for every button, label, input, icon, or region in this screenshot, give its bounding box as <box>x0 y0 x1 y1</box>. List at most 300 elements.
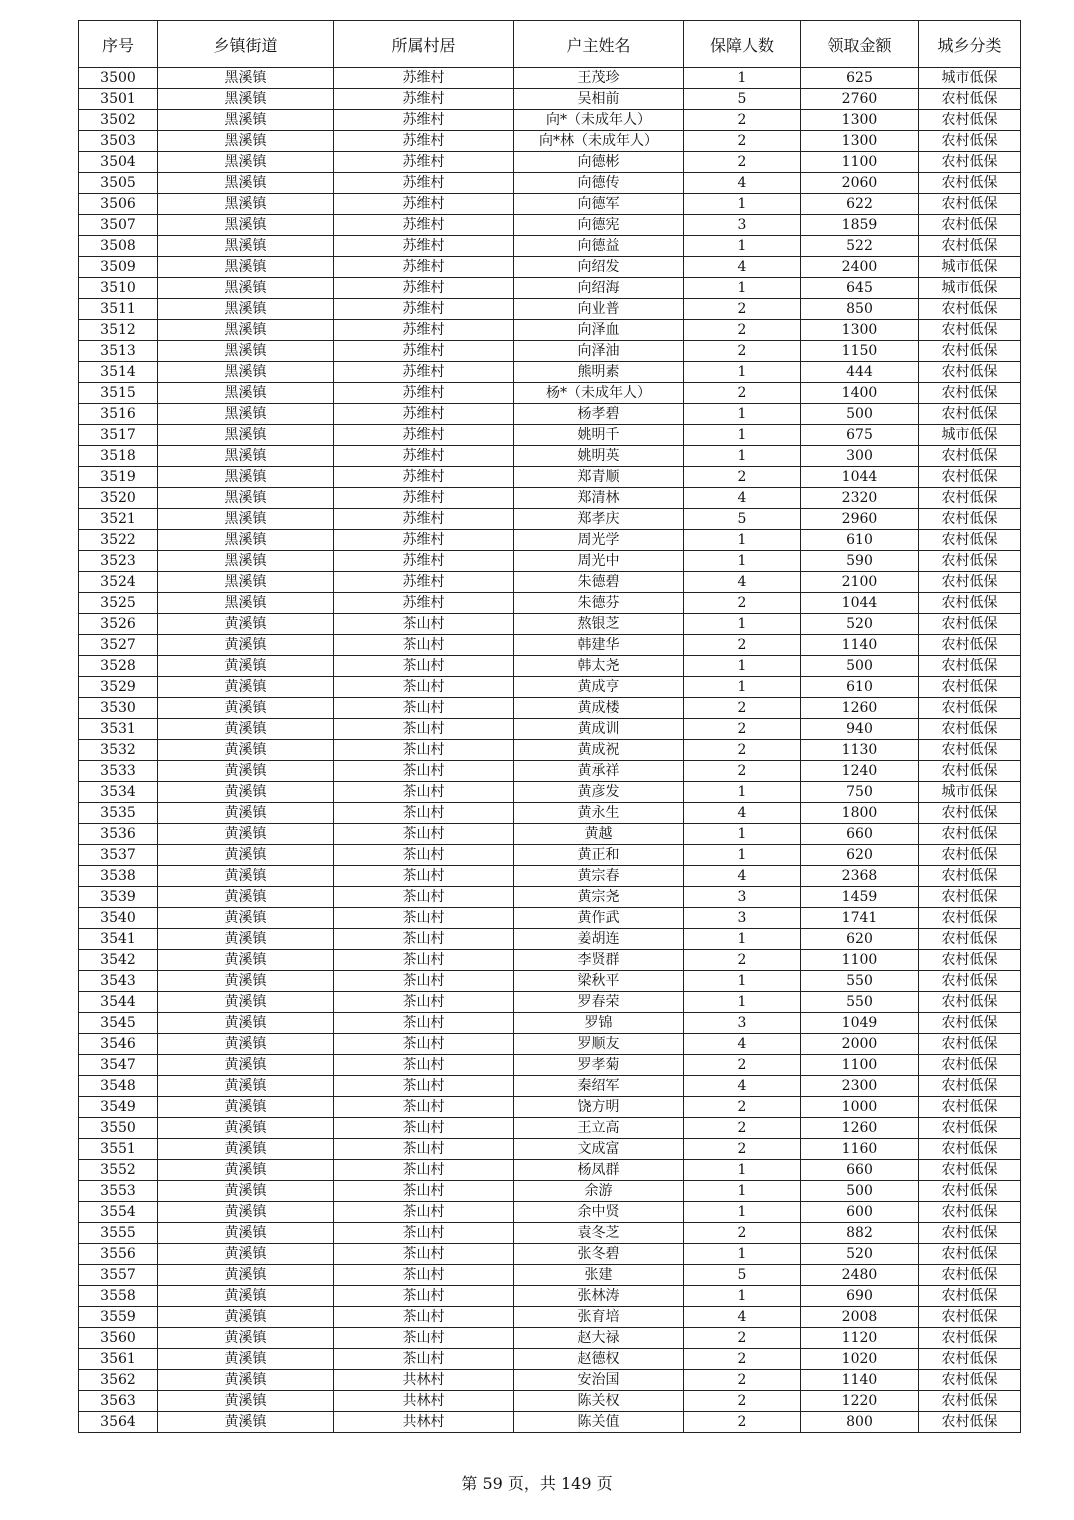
cell-covered-persons: 1 <box>684 362 801 383</box>
cell-householder-name: 向绍海 <box>514 278 684 299</box>
cell-covered-persons: 1 <box>684 971 801 992</box>
cell-serial-number: 3511 <box>79 299 158 320</box>
cell-covered-persons: 4 <box>684 803 801 824</box>
cell-urban-rural-category: 农村低保 <box>919 719 1021 740</box>
cell-township: 黄溪镇 <box>158 1244 334 1265</box>
cell-amount-received: 1240 <box>801 761 919 782</box>
cell-township: 黑溪镇 <box>158 362 334 383</box>
cell-serial-number: 3524 <box>79 572 158 593</box>
cell-village: 苏维村 <box>334 68 514 89</box>
cell-amount-received: 1220 <box>801 1391 919 1412</box>
cell-urban-rural-category: 农村低保 <box>919 1097 1021 1118</box>
cell-township: 黄溪镇 <box>158 761 334 782</box>
cell-householder-name: 向*林（未成年人） <box>514 131 684 152</box>
cell-village: 苏维村 <box>334 446 514 467</box>
cell-householder-name: 黄宗尧 <box>514 887 684 908</box>
cell-village: 茶山村 <box>334 719 514 740</box>
cell-householder-name: 文成富 <box>514 1139 684 1160</box>
cell-amount-received: 1044 <box>801 467 919 488</box>
table-row <box>79 509 1021 530</box>
cell-village: 共林村 <box>334 1391 514 1412</box>
cell-householder-name: 张林涛 <box>514 1286 684 1307</box>
cell-urban-rural-category: 农村低保 <box>919 887 1021 908</box>
cell-amount-received: 1100 <box>801 1055 919 1076</box>
cell-covered-persons: 1 <box>684 992 801 1013</box>
table-row <box>79 677 1021 698</box>
cell-householder-name: 黄宗春 <box>514 866 684 887</box>
cell-amount-received: 550 <box>801 992 919 1013</box>
table-row <box>79 908 1021 929</box>
cell-urban-rural-category: 农村低保 <box>919 110 1021 131</box>
table-row <box>79 404 1021 425</box>
cell-covered-persons: 2 <box>684 1370 801 1391</box>
cell-amount-received: 1100 <box>801 152 919 173</box>
cell-village: 苏维村 <box>334 488 514 509</box>
cell-serial-number: 3533 <box>79 761 158 782</box>
cell-householder-name: 梁秋平 <box>514 971 684 992</box>
cell-serial-number: 3556 <box>79 1244 158 1265</box>
cell-amount-received: 444 <box>801 362 919 383</box>
cell-covered-persons: 1 <box>684 404 801 425</box>
cell-householder-name: 王茂珍 <box>514 68 684 89</box>
cell-covered-persons: 1 <box>684 68 801 89</box>
table-row <box>79 1076 1021 1097</box>
table-row <box>79 887 1021 908</box>
cell-township: 黄溪镇 <box>158 845 334 866</box>
cell-township: 黄溪镇 <box>158 1013 334 1034</box>
cell-urban-rural-category: 农村低保 <box>919 1160 1021 1181</box>
cell-village: 苏维村 <box>334 425 514 446</box>
cell-householder-name: 黄成亨 <box>514 677 684 698</box>
cell-householder-name: 姜胡连 <box>514 929 684 950</box>
cell-serial-number: 3504 <box>79 152 158 173</box>
cell-village: 苏维村 <box>334 530 514 551</box>
cell-village: 茶山村 <box>334 1202 514 1223</box>
cell-township: 黑溪镇 <box>158 131 334 152</box>
cell-amount-received: 600 <box>801 1202 919 1223</box>
cell-householder-name: 向德宪 <box>514 215 684 236</box>
table-row <box>79 446 1021 467</box>
cell-village: 茶山村 <box>334 740 514 761</box>
cell-village: 茶山村 <box>334 803 514 824</box>
cell-amount-received: 645 <box>801 278 919 299</box>
cell-urban-rural-category: 农村低保 <box>919 656 1021 677</box>
cell-urban-rural-category: 农村低保 <box>919 215 1021 236</box>
table-row <box>79 761 1021 782</box>
cell-amount-received: 1049 <box>801 1013 919 1034</box>
cell-amount-received: 2368 <box>801 866 919 887</box>
cell-village: 苏维村 <box>334 341 514 362</box>
cell-amount-received: 1150 <box>801 341 919 362</box>
cell-serial-number: 3538 <box>79 866 158 887</box>
cell-village: 茶山村 <box>334 845 514 866</box>
cell-householder-name: 余中贤 <box>514 1202 684 1223</box>
cell-township: 黄溪镇 <box>158 656 334 677</box>
cell-township: 黄溪镇 <box>158 1223 334 1244</box>
cell-township: 黑溪镇 <box>158 467 334 488</box>
cell-township: 黄溪镇 <box>158 1391 334 1412</box>
cell-covered-persons: 2 <box>684 467 801 488</box>
cell-covered-persons: 1 <box>684 278 801 299</box>
cell-village: 茶山村 <box>334 698 514 719</box>
cell-householder-name: 罗锦 <box>514 1013 684 1034</box>
cell-serial-number: 3505 <box>79 173 158 194</box>
cell-township: 黄溪镇 <box>158 635 334 656</box>
cell-amount-received: 625 <box>801 68 919 89</box>
cell-amount-received: 2760 <box>801 89 919 110</box>
cell-village: 茶山村 <box>334 1265 514 1286</box>
cell-village: 苏维村 <box>334 299 514 320</box>
cell-village: 茶山村 <box>334 908 514 929</box>
cell-serial-number: 3553 <box>79 1181 158 1202</box>
cell-urban-rural-category: 农村低保 <box>919 488 1021 509</box>
cell-village: 苏维村 <box>334 467 514 488</box>
cell-amount-received: 1160 <box>801 1139 919 1160</box>
cell-covered-persons: 2 <box>684 341 801 362</box>
cell-township: 黄溪镇 <box>158 1349 334 1370</box>
cell-covered-persons: 1 <box>684 656 801 677</box>
cell-serial-number: 3517 <box>79 425 158 446</box>
cell-village: 茶山村 <box>334 887 514 908</box>
cell-serial-number: 3528 <box>79 656 158 677</box>
header-amount-received: 领取金额 <box>801 21 919 68</box>
table-row <box>79 278 1021 299</box>
cell-village: 茶山村 <box>334 824 514 845</box>
cell-urban-rural-category: 农村低保 <box>919 614 1021 635</box>
cell-amount-received: 1260 <box>801 1118 919 1139</box>
cell-township: 黄溪镇 <box>158 1181 334 1202</box>
cell-township: 黄溪镇 <box>158 1307 334 1328</box>
cell-serial-number: 3518 <box>79 446 158 467</box>
cell-urban-rural-category: 农村低保 <box>919 572 1021 593</box>
table-row <box>79 1181 1021 1202</box>
table-row <box>79 1139 1021 1160</box>
cell-village: 茶山村 <box>334 1286 514 1307</box>
cell-urban-rural-category: 农村低保 <box>919 971 1021 992</box>
cell-township: 黑溪镇 <box>158 383 334 404</box>
cell-urban-rural-category: 农村低保 <box>919 698 1021 719</box>
cell-amount-received: 660 <box>801 824 919 845</box>
cell-covered-persons: 1 <box>684 551 801 572</box>
cell-amount-received: 1130 <box>801 740 919 761</box>
cell-covered-persons: 1 <box>684 1181 801 1202</box>
cell-amount-received: 750 <box>801 782 919 803</box>
cell-township: 黄溪镇 <box>158 1265 334 1286</box>
table-row <box>79 215 1021 236</box>
cell-urban-rural-category: 农村低保 <box>919 908 1021 929</box>
cell-amount-received: 2400 <box>801 257 919 278</box>
page-number: 第 59 页，共 149 页 <box>461 1474 613 1493</box>
cell-covered-persons: 4 <box>684 257 801 278</box>
cell-covered-persons: 4 <box>684 173 801 194</box>
cell-village: 茶山村 <box>334 1244 514 1265</box>
cell-serial-number: 3513 <box>79 341 158 362</box>
cell-urban-rural-category: 农村低保 <box>919 635 1021 656</box>
cell-amount-received: 500 <box>801 1181 919 1202</box>
cell-serial-number: 3563 <box>79 1391 158 1412</box>
cell-urban-rural-category: 城市低保 <box>919 425 1021 446</box>
cell-covered-persons: 2 <box>684 698 801 719</box>
cell-covered-persons: 5 <box>684 89 801 110</box>
cell-village: 茶山村 <box>334 1034 514 1055</box>
cell-township: 黑溪镇 <box>158 530 334 551</box>
cell-serial-number: 3522 <box>79 530 158 551</box>
cell-urban-rural-category: 农村低保 <box>919 1286 1021 1307</box>
table-row <box>79 383 1021 404</box>
cell-village: 苏维村 <box>334 110 514 131</box>
cell-amount-received: 550 <box>801 971 919 992</box>
table-row <box>79 299 1021 320</box>
cell-village: 茶山村 <box>334 1139 514 1160</box>
cell-amount-received: 520 <box>801 1244 919 1265</box>
table-row <box>79 782 1021 803</box>
cell-covered-persons: 1 <box>684 929 801 950</box>
cell-urban-rural-category: 农村低保 <box>919 803 1021 824</box>
cell-serial-number: 3546 <box>79 1034 158 1055</box>
cell-serial-number: 3531 <box>79 719 158 740</box>
table-row <box>79 362 1021 383</box>
cell-covered-persons: 1 <box>684 446 801 467</box>
cell-covered-persons: 3 <box>684 887 801 908</box>
cell-amount-received: 620 <box>801 845 919 866</box>
cell-householder-name: 余游 <box>514 1181 684 1202</box>
cell-township: 黑溪镇 <box>158 425 334 446</box>
cell-serial-number: 3539 <box>79 887 158 908</box>
cell-urban-rural-category: 农村低保 <box>919 866 1021 887</box>
cell-amount-received: 1120 <box>801 1328 919 1349</box>
table-row <box>79 614 1021 635</box>
cell-village: 茶山村 <box>334 866 514 887</box>
table-row <box>79 593 1021 614</box>
cell-covered-persons: 2 <box>684 593 801 614</box>
table-row <box>79 467 1021 488</box>
cell-covered-persons: 2 <box>684 152 801 173</box>
table-row <box>79 845 1021 866</box>
cell-township: 黄溪镇 <box>158 782 334 803</box>
cell-householder-name: 罗孝菊 <box>514 1055 684 1076</box>
cell-urban-rural-category: 农村低保 <box>919 1328 1021 1349</box>
cell-village: 茶山村 <box>334 761 514 782</box>
cell-township: 黑溪镇 <box>158 341 334 362</box>
cell-serial-number: 3558 <box>79 1286 158 1307</box>
cell-covered-persons: 3 <box>684 1013 801 1034</box>
table-row <box>79 131 1021 152</box>
cell-serial-number: 3561 <box>79 1349 158 1370</box>
cell-householder-name: 黄作武 <box>514 908 684 929</box>
cell-householder-name: 周光中 <box>514 551 684 572</box>
table-row <box>79 1265 1021 1286</box>
cell-covered-persons: 1 <box>684 236 801 257</box>
table-row <box>79 320 1021 341</box>
cell-urban-rural-category: 农村低保 <box>919 1181 1021 1202</box>
cell-village: 茶山村 <box>334 950 514 971</box>
cell-village: 茶山村 <box>334 1055 514 1076</box>
cell-village: 茶山村 <box>334 1076 514 1097</box>
cell-serial-number: 3514 <box>79 362 158 383</box>
header-row <box>79 21 1021 68</box>
table-row <box>79 530 1021 551</box>
cell-village: 苏维村 <box>334 152 514 173</box>
cell-urban-rural-category: 农村低保 <box>919 1076 1021 1097</box>
cell-covered-persons: 2 <box>684 1139 801 1160</box>
cell-serial-number: 3547 <box>79 1055 158 1076</box>
cell-serial-number: 3544 <box>79 992 158 1013</box>
cell-householder-name: 黄彦发 <box>514 782 684 803</box>
cell-householder-name: 安治国 <box>514 1370 684 1391</box>
cell-householder-name: 吴相前 <box>514 89 684 110</box>
cell-covered-persons: 5 <box>684 1265 801 1286</box>
cell-amount-received: 500 <box>801 656 919 677</box>
cell-covered-persons: 2 <box>684 1328 801 1349</box>
table-row <box>79 1307 1021 1328</box>
cell-serial-number: 3552 <box>79 1160 158 1181</box>
cell-amount-received: 610 <box>801 677 919 698</box>
cell-householder-name: 郑孝庆 <box>514 509 684 530</box>
cell-township: 黄溪镇 <box>158 719 334 740</box>
cell-amount-received: 2008 <box>801 1307 919 1328</box>
cell-urban-rural-category: 农村低保 <box>919 1391 1021 1412</box>
cell-serial-number: 3503 <box>79 131 158 152</box>
cell-serial-number: 3510 <box>79 278 158 299</box>
cell-township: 黄溪镇 <box>158 1139 334 1160</box>
cell-serial-number: 3529 <box>79 677 158 698</box>
cell-householder-name: 韩建华 <box>514 635 684 656</box>
table-body <box>79 68 1021 1433</box>
table-row <box>79 1013 1021 1034</box>
cell-covered-persons: 1 <box>684 845 801 866</box>
cell-householder-name: 朱德芬 <box>514 593 684 614</box>
table-row <box>79 950 1021 971</box>
cell-township: 黄溪镇 <box>158 1076 334 1097</box>
cell-village: 苏维村 <box>334 551 514 572</box>
cell-urban-rural-category: 农村低保 <box>919 509 1021 530</box>
cell-serial-number: 3502 <box>79 110 158 131</box>
cell-urban-rural-category: 农村低保 <box>919 152 1021 173</box>
cell-householder-name: 向泽血 <box>514 320 684 341</box>
cell-village: 苏维村 <box>334 362 514 383</box>
table-row <box>79 425 1021 446</box>
cell-township: 黄溪镇 <box>158 1328 334 1349</box>
cell-serial-number: 3532 <box>79 740 158 761</box>
cell-village: 苏维村 <box>334 173 514 194</box>
cell-urban-rural-category: 农村低保 <box>919 530 1021 551</box>
cell-amount-received: 2480 <box>801 1265 919 1286</box>
cell-householder-name: 向德军 <box>514 194 684 215</box>
cell-serial-number: 3519 <box>79 467 158 488</box>
cell-serial-number: 3554 <box>79 1202 158 1223</box>
cell-householder-name: 陈关权 <box>514 1391 684 1412</box>
cell-serial-number: 3542 <box>79 950 158 971</box>
cell-householder-name: 周光学 <box>514 530 684 551</box>
cell-serial-number: 3551 <box>79 1139 158 1160</box>
cell-urban-rural-category: 农村低保 <box>919 236 1021 257</box>
cell-amount-received: 590 <box>801 551 919 572</box>
cell-serial-number: 3515 <box>79 383 158 404</box>
cell-householder-name: 饶方明 <box>514 1097 684 1118</box>
cell-township: 黑溪镇 <box>158 299 334 320</box>
cell-township: 黄溪镇 <box>158 698 334 719</box>
cell-amount-received: 675 <box>801 425 919 446</box>
table-row <box>79 257 1021 278</box>
cell-township: 黑溪镇 <box>158 68 334 89</box>
cell-covered-persons: 2 <box>684 761 801 782</box>
cell-village: 苏维村 <box>334 383 514 404</box>
table-row <box>79 803 1021 824</box>
cell-serial-number: 3548 <box>79 1076 158 1097</box>
cell-householder-name: 赵德权 <box>514 1349 684 1370</box>
cell-covered-persons: 1 <box>684 530 801 551</box>
cell-serial-number: 3508 <box>79 236 158 257</box>
cell-urban-rural-category: 农村低保 <box>919 1223 1021 1244</box>
cell-township: 黄溪镇 <box>158 866 334 887</box>
cell-covered-persons: 4 <box>684 488 801 509</box>
cell-serial-number: 3512 <box>79 320 158 341</box>
cell-village: 苏维村 <box>334 593 514 614</box>
cell-householder-name: 向*（未成年人） <box>514 110 684 131</box>
cell-amount-received: 1044 <box>801 593 919 614</box>
cell-urban-rural-category: 农村低保 <box>919 1202 1021 1223</box>
cell-covered-persons: 2 <box>684 1391 801 1412</box>
cell-serial-number: 3555 <box>79 1223 158 1244</box>
cell-urban-rural-category: 农村低保 <box>919 1055 1021 1076</box>
cell-householder-name: 杨凤群 <box>514 1160 684 1181</box>
cell-urban-rural-category: 农村低保 <box>919 1034 1021 1055</box>
table-row <box>79 740 1021 761</box>
cell-urban-rural-category: 农村低保 <box>919 824 1021 845</box>
table-row <box>79 971 1021 992</box>
cell-urban-rural-category: 农村低保 <box>919 929 1021 950</box>
cell-village: 苏维村 <box>334 89 514 110</box>
cell-township: 黄溪镇 <box>158 614 334 635</box>
cell-village: 茶山村 <box>334 1097 514 1118</box>
cell-householder-name: 秦绍军 <box>514 1076 684 1097</box>
cell-urban-rural-category: 农村低保 <box>919 992 1021 1013</box>
cell-householder-name: 袁冬芝 <box>514 1223 684 1244</box>
cell-urban-rural-category: 农村低保 <box>919 761 1021 782</box>
cell-village: 茶山村 <box>334 782 514 803</box>
cell-village: 共林村 <box>334 1370 514 1391</box>
cell-serial-number: 3523 <box>79 551 158 572</box>
cell-householder-name: 赵大禄 <box>514 1328 684 1349</box>
table-row <box>79 992 1021 1013</box>
cell-village: 苏维村 <box>334 509 514 530</box>
cell-township: 黄溪镇 <box>158 1412 334 1433</box>
cell-amount-received: 1140 <box>801 635 919 656</box>
cell-township: 黑溪镇 <box>158 509 334 530</box>
cell-village: 茶山村 <box>334 1160 514 1181</box>
cell-amount-received: 1400 <box>801 383 919 404</box>
cell-serial-number: 3535 <box>79 803 158 824</box>
cell-amount-received: 1020 <box>801 1349 919 1370</box>
cell-amount-received: 2320 <box>801 488 919 509</box>
cell-covered-persons: 2 <box>684 320 801 341</box>
cell-amount-received: 520 <box>801 614 919 635</box>
cell-covered-persons: 2 <box>684 1055 801 1076</box>
cell-amount-received: 1300 <box>801 110 919 131</box>
cell-householder-name: 杨孝碧 <box>514 404 684 425</box>
cell-urban-rural-category: 农村低保 <box>919 593 1021 614</box>
cell-urban-rural-category: 城市低保 <box>919 257 1021 278</box>
cell-township: 黄溪镇 <box>158 1055 334 1076</box>
cell-township: 黄溪镇 <box>158 908 334 929</box>
cell-amount-received: 2000 <box>801 1034 919 1055</box>
cell-amount-received: 800 <box>801 1412 919 1433</box>
cell-householder-name: 杨*（未成年人） <box>514 383 684 404</box>
cell-urban-rural-category: 农村低保 <box>919 1349 1021 1370</box>
table-row <box>79 1412 1021 1433</box>
table-row <box>79 194 1021 215</box>
cell-village: 茶山村 <box>334 1223 514 1244</box>
